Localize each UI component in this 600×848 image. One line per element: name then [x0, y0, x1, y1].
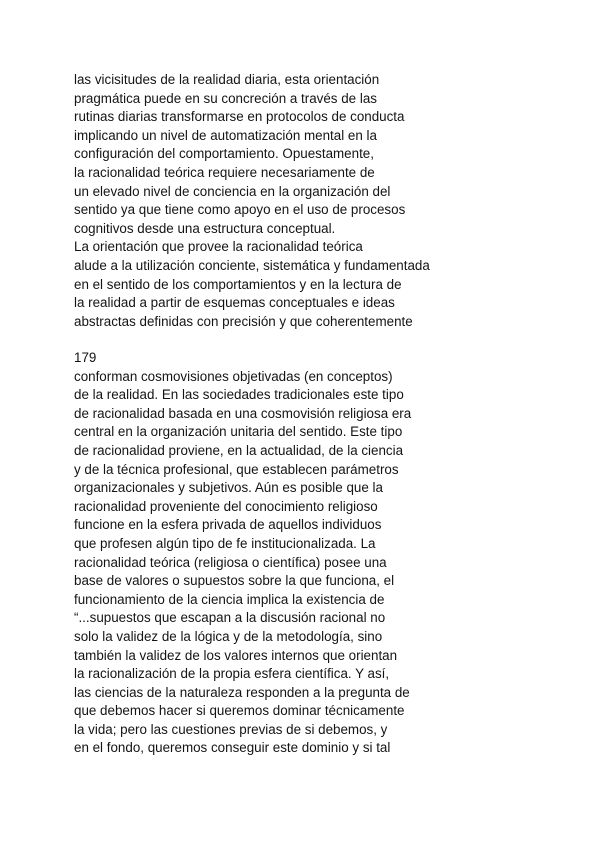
text-line: la racionalización de la propia esfera científica. Y así, [74, 666, 390, 682]
text-line: racionalidad proveniente del conocimiento religioso [74, 498, 378, 514]
text-line: alude a la utilización conciente, sistemática y fundamentada [74, 257, 430, 273]
text-line: también la validez de los valores internos que orientan [74, 647, 398, 663]
text-line: sentido ya que tiene como apoyo en el uso de procesos [74, 202, 406, 218]
paragraph-top [74, 71, 584, 331]
text-line: que profesen algún tipo de fe institucionalizada. La [74, 535, 376, 551]
text-line: de racionalidad proviene, en la actualidad, de la ciencia [74, 442, 404, 458]
text-line: organizacionales y subjetivos. Aún es posible que la [74, 480, 383, 496]
text-line: de la realidad. En las sociedades tradicionales este tipo [74, 387, 404, 403]
text-line: cognitivos desde una estructura conceptual. [74, 220, 336, 236]
text-line: funcionamiento de la ciencia implica la existencia de [74, 591, 385, 607]
text-line: pragmática puede en su concreción a través de las [74, 90, 377, 106]
text-line: implicando un nivel de automatización mental en la [74, 127, 377, 143]
text-line: central en la organización unitaria del sentido. Este tipo [74, 424, 403, 440]
text-line: La orientación que provee la racionalidad teórica [74, 239, 363, 255]
paragraph-bottom [74, 349, 584, 758]
text-line: un elevado nivel de conciencia en la organización del [74, 183, 391, 199]
text-line: configuración del comportamiento. Opuestamente, [74, 146, 374, 162]
text-line: funcione en la esfera privada de aquellos individuos [74, 517, 382, 533]
text-line: las ciencias de la naturaleza responden a la pregunta de [74, 684, 410, 700]
text-line: abstractas definidas con precisión y que coherentemente [74, 313, 413, 329]
text-line: solo la validez de la lógica y de la metodología, sino [74, 628, 383, 644]
text-line: y de la técnica profesional, que establecen parámetros [74, 461, 399, 477]
text-line: la racionalidad teórica requiere necesariamente de [74, 164, 375, 180]
text-line: racionalidad teórica (religiosa o científica) posee una [74, 554, 387, 570]
text-line: de racionalidad basada en una cosmovisión religiosa era [74, 405, 412, 421]
text-line: la vida; pero las cuestiones previas de si debemos, y [74, 721, 388, 737]
text-line: las vicisitudes de la realidad diaria, esta orientación [74, 72, 380, 87]
text-line: en el fondo, queremos conseguir este dominio y si tal [74, 740, 391, 756]
page-number: 179 [74, 350, 97, 365]
text-line: que debemos hacer si queremos dominar técnicamente [74, 703, 405, 719]
text-line: en el sentido de los comportamientos y en la lectura de [74, 276, 402, 292]
text-line: “...supuestos que escapan a la discusión racional no [74, 610, 386, 626]
text-line: rutinas diarias transformarse en protocolos de conducta [74, 109, 405, 125]
text-line: base de valores o supuestos sobre la que funciona, el [74, 573, 395, 589]
text-line: conforman cosmovisiones objetivadas (en conceptos) [74, 368, 393, 384]
text-line: la realidad a partir de esquemas conceptuales e ideas [74, 295, 395, 311]
